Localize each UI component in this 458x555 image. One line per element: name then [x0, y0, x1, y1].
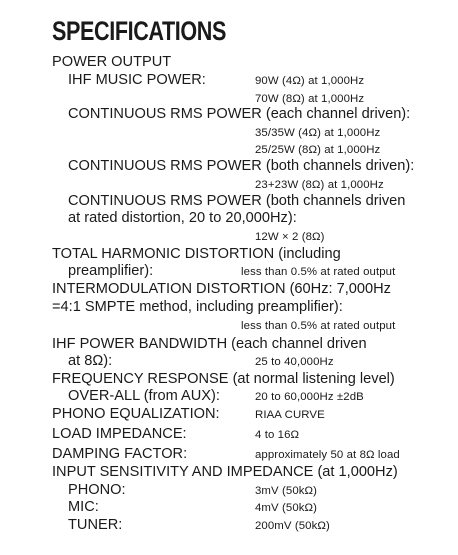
continuous-rated-label-1: CONTINUOUS RMS POWER (both channels driven	[68, 193, 406, 209]
ihf-music-power-value-2: 70W (8Ω) at 1,000Hz	[255, 93, 365, 105]
input-mic-label: MIC:	[68, 499, 99, 515]
imd-label-1: INTERMODULATION DISTORTION (60Hz: 7,000Hz	[52, 281, 391, 297]
frequency-response-label-1: FREQUENCY RESPONSE (at normal listening level)	[52, 371, 395, 387]
thd-label-1: TOTAL HARMONIC DISTORTION (including	[52, 246, 341, 262]
continuous-each-value-1: 35/35W (4Ω) at 1,000Hz	[255, 127, 381, 139]
ihf-music-power-label: IHF MUSIC POWER:	[68, 72, 206, 88]
ihf-music-power-value-1: 90W (4Ω) at 1,000Hz	[255, 75, 365, 87]
ihf-bandwidth-label-2: at 8Ω):	[68, 353, 113, 369]
continuous-each-label: CONTINUOUS RMS POWER (each channel driven):	[68, 106, 411, 122]
input-phono-label: PHONO:	[68, 482, 126, 498]
phono-eq-value: RIAA CURVE	[255, 409, 325, 421]
damping-factor-value: approximately 50 at 8Ω load	[255, 449, 400, 461]
load-impedance-label: LOAD IMPEDANCE:	[52, 426, 187, 442]
ihf-bandwidth-label-1: IHF POWER BANDWIDTH (each channel driven	[52, 336, 367, 352]
continuous-both-label: CONTINUOUS RMS POWER (both channels driven):	[68, 158, 415, 174]
thd-label-2: preamplifier):	[68, 263, 154, 279]
input-mic-value: 4mV (50kΩ)	[255, 502, 318, 514]
ihf-bandwidth-value: 25 to 40,000Hz	[255, 356, 334, 368]
frequency-response-label-2: OVER-ALL (from AUX):	[68, 388, 220, 404]
load-impedance-value: 4 to 16Ω	[255, 429, 300, 441]
input-tuner-label: TUNER:	[68, 517, 123, 533]
continuous-rated-value: 12W × 2 (8Ω)	[255, 231, 325, 243]
frequency-response-value: 20 to 60,000Hz ±2dB	[255, 391, 364, 403]
continuous-both-value: 23+23W (8Ω) at 1,000Hz	[255, 179, 384, 191]
continuous-each-value-2: 25/25W (8Ω) at 1,000Hz	[255, 144, 381, 156]
page-title: SPECIFICATIONS	[52, 16, 227, 46]
continuous-rated-label-2: at rated distortion, 20 to 20,000Hz):	[68, 210, 297, 226]
imd-value: less than 0.5% at rated output	[241, 320, 396, 332]
damping-factor-label: DAMPING FACTOR:	[52, 446, 188, 462]
input-tuner-value: 200mV (50kΩ)	[255, 520, 330, 532]
phono-eq-label: PHONO EQUALIZATION:	[52, 406, 220, 422]
input-sensitivity-label: INPUT SENSITIVITY AND IMPEDANCE (at 1,000Hz)	[52, 464, 398, 480]
imd-label-2: =4:1 SMPTE method, including preamplifier):	[52, 299, 343, 315]
input-phono-value: 3mV (50kΩ)	[255, 485, 318, 497]
thd-value: less than 0.5% at rated output	[241, 266, 396, 278]
power-output-heading: POWER OUTPUT	[52, 54, 172, 70]
